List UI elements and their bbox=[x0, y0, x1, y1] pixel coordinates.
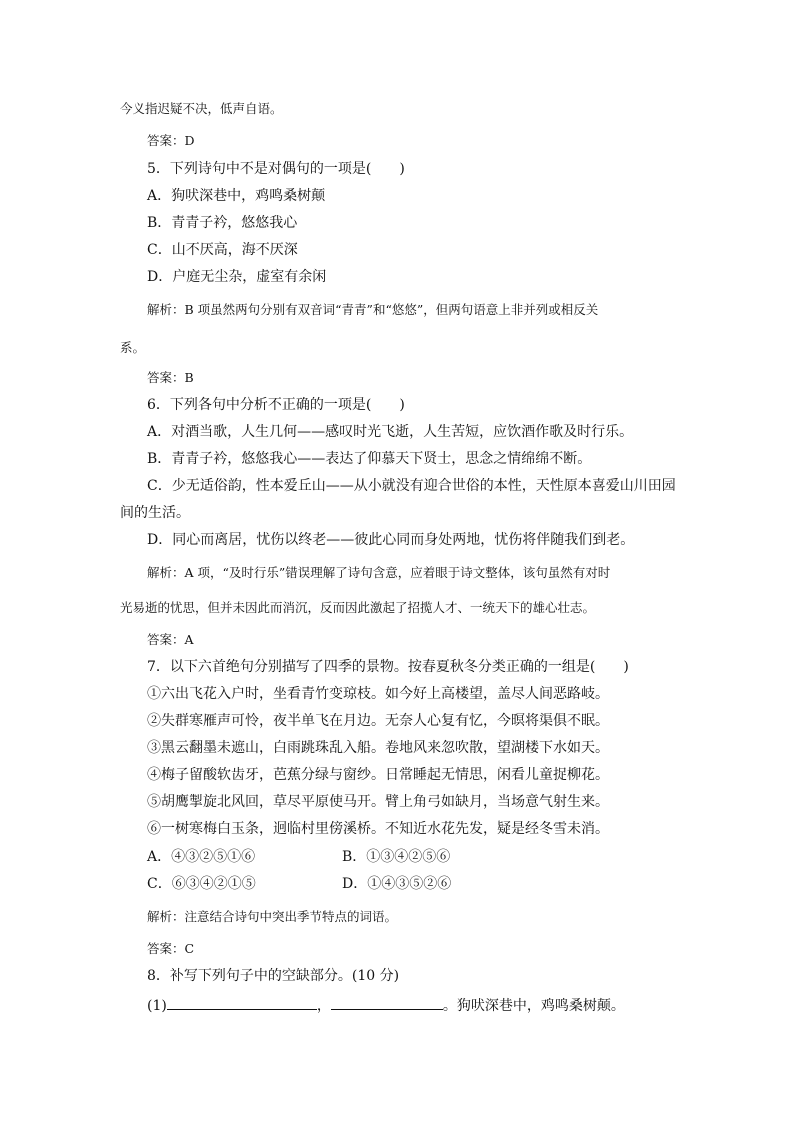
question-5-stem: 5．下列诗句中不是对偶句的一项是( ) bbox=[147, 161, 405, 177]
question-7-option-b: B．①③④②⑤⑥ bbox=[342, 849, 451, 865]
poem-line-2: ②失群寒雁声可怜，夜半单飞在月边。无奈人心复有忆，今暝将渠俱不眠。 bbox=[147, 713, 609, 729]
answer-line: 答案：D bbox=[147, 133, 195, 148]
item-number: (1) bbox=[147, 998, 167, 1014]
text-line: 今义指迟疑不决，低声自语。 bbox=[120, 101, 283, 116]
question-5-option-b: B．青青子衿，悠悠我心 bbox=[147, 215, 298, 231]
question-5-option-a: A．狗吠深巷中，鸡鸣桑树颠 bbox=[147, 188, 326, 204]
question-7-option-c: C．⑥③④②①⑤ bbox=[147, 876, 256, 892]
question-6-option-a: A．对酒当歌，人生几何——感叹时光飞逝，人生苦短，应饮酒作歌及时行乐。 bbox=[147, 424, 634, 440]
question-8-item-1 bbox=[147, 995, 625, 1015]
analysis-line: 系。 bbox=[120, 340, 146, 355]
comma: ， bbox=[316, 998, 331, 1014]
question-6-option-c-cont: 间的生活。 bbox=[120, 505, 190, 521]
question-7-option-d: D．①④③⑤②⑥ bbox=[342, 876, 452, 892]
answer-line: 答案：C bbox=[147, 941, 195, 956]
question-7-option-a: A．④③②⑤①⑥ bbox=[147, 849, 256, 865]
fill-blank-1[interactable] bbox=[167, 995, 317, 1010]
analysis-line: 解析：A 项，“及时行乐”错误理解了诗句含意，应着眼于诗文整体，该句虽然有对时 bbox=[147, 565, 611, 580]
question-7-stem: 7．以下六首绝句分别描写了四季的景物。按春夏秋冬分类正确的一组是( ) bbox=[147, 659, 629, 675]
question-6-stem: 6．下列各句中分析不正确的一项是( ) bbox=[147, 397, 405, 413]
poem-line-4: ④梅子留酸软齿牙，芭蕉分绿与窗纱。日常睡起无情思，闲看儿童捉柳花。 bbox=[147, 767, 609, 783]
analysis-line: 解析：B 项虽然两句分别有双音词“青青”和“悠悠”，但两句语意上非并列或相反关 bbox=[147, 302, 599, 317]
question-8-stem: 8．补写下列句子中的空缺部分。(10 分) bbox=[147, 968, 400, 984]
analysis-line: 光易逝的忧思，但并未因此而消沉，反而因此激起了招揽人才、一统天下的雄心壮志。 bbox=[120, 600, 596, 615]
question-5-option-c: C．山不厌高，海不厌深 bbox=[147, 242, 298, 258]
poem-line-1: ①六出飞花入户时，坐看青竹变琼枝。如今好上高楼望，盖尽人间恶路岐。 bbox=[147, 686, 609, 702]
analysis-line: 解析：注意结合诗句中突出季节特点的词语。 bbox=[147, 909, 398, 924]
question-5-option-d: D．户庭无尘杂，虚室有余闲 bbox=[147, 269, 327, 285]
question-6-option-c: C．少无适俗韵，性本爱丘山——从小就没有迎合世俗的本性，天性原本喜爱山川田园 bbox=[147, 478, 676, 494]
fill-blank-2[interactable] bbox=[331, 995, 443, 1010]
poem-line-6: ⑥一树寒梅白玉条，迥临村里傍溪桥。不知近水花先发，疑是经冬雪未消。 bbox=[147, 821, 609, 837]
question-6-option-b: B．青青子衿，悠悠我心——表达了仰慕天下贤士，思念之情绵绵不断。 bbox=[147, 451, 592, 467]
question-6-option-d: D．同心而离居，忧伤以终老——彼此心同而身处两地，忧伤将伴随我们到老。 bbox=[147, 532, 635, 548]
item-text: 。狗吠深巷中，鸡鸣桑树颠。 bbox=[442, 998, 625, 1014]
answer-line: 答案：B bbox=[147, 370, 194, 385]
poem-line-3: ③黑云翻墨未遮山，白雨跳珠乱入船。卷地风来忽吹散，望湖楼下水如天。 bbox=[147, 740, 609, 756]
answer-line: 答案：A bbox=[147, 632, 194, 647]
poem-line-5: ⑤胡鹰掣旋北风回，草尽平原使马开。臂上角弓如缺月，当场意气射生来。 bbox=[147, 794, 609, 810]
